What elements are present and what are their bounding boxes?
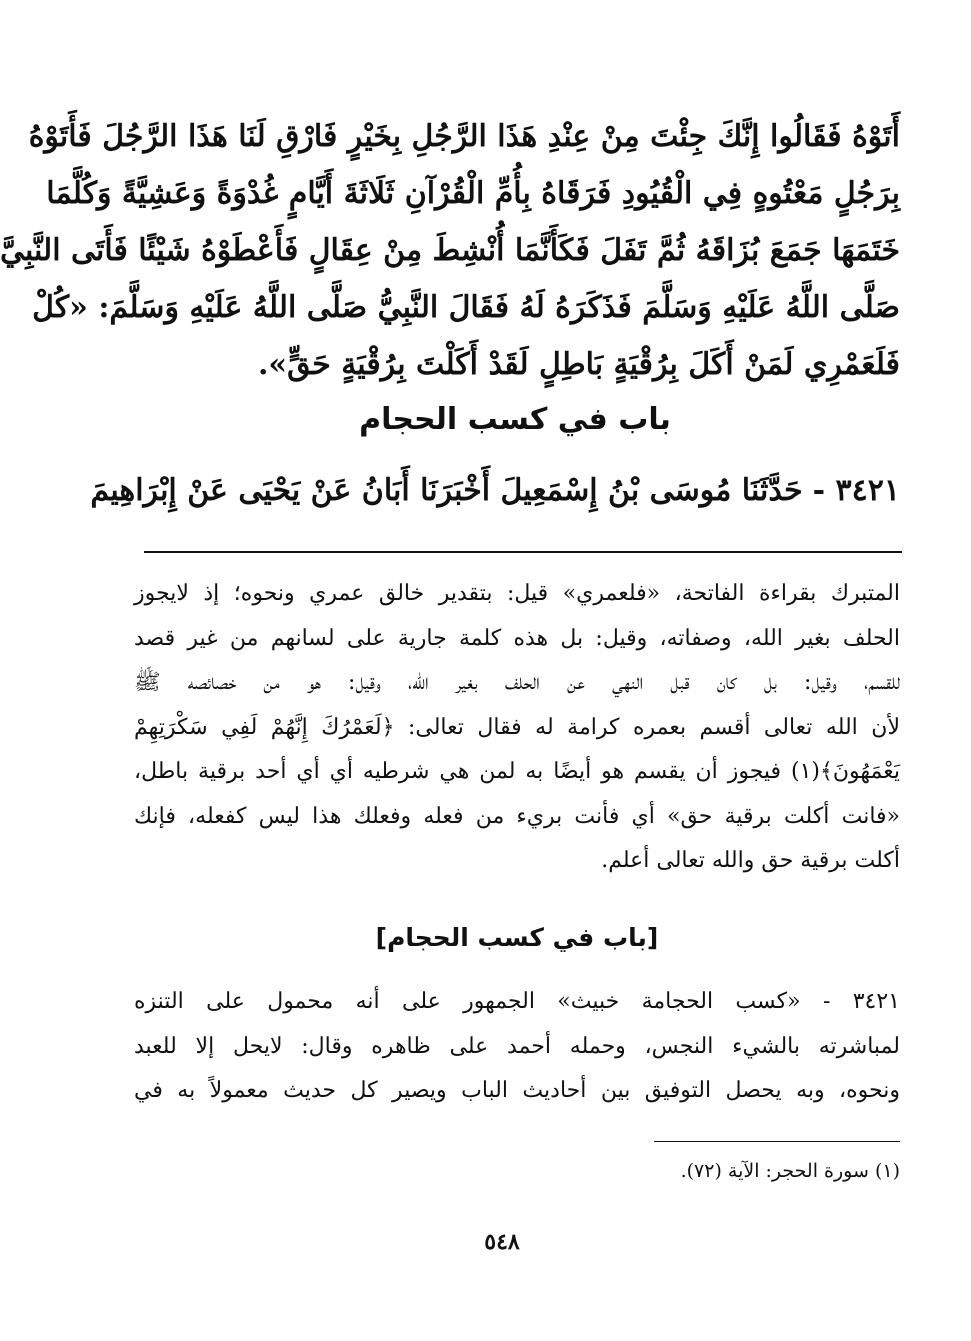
commentary-line: يَعْمَهُونَ﴾(١) فيجوز أن يقسم هو أيضًا به لمن هي شرطيه أي أي أحد برقية باطل،: [134, 759, 900, 784]
hadith-start-text: حَدَّثَنَا مُوسَى بْنُ إِسْمَعِيلَ أَخْبَرَنَا أَبَانُ عَنْ يَحْيَى عَنْ إِبْرَاهِيمَ: [90, 473, 803, 508]
hadith-line: خَتَمَهَا جَمَعَ بُزَاقَهُ ثُمَّ تَفَلَ فَكَأَنَّمَا أُنْشِطَ مِنْ عِقَالٍ فَأَعْطَوْهُ شَيْئًا فَأَتَى النَّبِيَّ: [0, 233, 900, 268]
hadith-line: فَلَعَمْرِي لَمَنْ أَكَلَ بِرُقْيَةٍ بَاطِلٍ لَقَدْ أَكَلْتَ بِرُقْيَةٍ حَقٍّ».: [257, 347, 900, 382]
footnote-divider: [654, 1141, 900, 1142]
commentary-line: المتبرك بقراءة الفاتحة، «فلعمري» قيل: بتقدير خالق عمري ونحوه؛ إذ لايجوز: [134, 581, 900, 606]
commentary-line: لمباشرته بالشيء النجس، وحمله أحمد على ظاهره وقال: لايحل إلا للعبد: [134, 1033, 900, 1059]
hadith-line: أَتَوْهُ فَقَالُوا إِنَّكَ جِئْتَ مِنْ عِنْدِ هَذَا الرَّجُلِ بِخَيْرٍ فَارْقِ لَنَا هَذَا الرَّجُلَ فَأَتَوْهُ: [28, 119, 900, 154]
commentary-chapter-title: [باب في كسب الحجام]: [375, 923, 659, 952]
commentary-line: لأن الله تعالى أقسم بعمره كرامة له فقال تعالى: ﴿لَعَمْرُكَ إِنَّهُمْ لَفِي سَكْرَتِهِمْ: [134, 714, 900, 740]
page-number: ٥٤٨: [484, 1229, 520, 1255]
hadith-line: بِرَجُلٍ مَعْتُوهٍ فِي الْقُيُودِ فَرَقَاهُ بِأُمِّ الْقُرْآنِ ثَلَاثَةَ أَيَّامٍ غُدْوَةً وَعَشِيَّةً وَكُلَّمَا: [46, 176, 900, 211]
commentary-line: ونحوه، وبه يحصل التوفيق بين أحاديث الباب ويصير كل حديث معمولاً به في: [134, 1078, 900, 1103]
commentary-line: «فانت أكلت برقية حق» أي فأنت بريء من فعله وفعلك هذا ليس كفعله، فإنك: [134, 803, 900, 829]
chapter-title: باب في كسب الحجام: [359, 402, 671, 437]
commentary-line: للقسم، وقيل: بل كان قبل النهي عن الحلف بغير الله، وقيل: هو من خصائصه ﷺ: [134, 670, 900, 695]
commentary-line: ٣٤٢١ - «كسب الحجامة خبيث» الجمهور على أنه محمول على التنزه: [134, 989, 900, 1014]
commentary-line: أكلت برقية حق والله تعالى أعلم.: [601, 848, 900, 873]
hadith-text-block: [0, 108, 900, 393]
commentary-block-2: [134, 980, 900, 1114]
commentary-divider: [144, 551, 902, 553]
hadith-number: ٣٤٢١ -: [812, 473, 900, 508]
hadith-start-line: [90, 466, 900, 516]
commentary-block: [134, 572, 900, 884]
hadith-line: صَلَّى اللَّهُ عَلَيْهِ وَسَلَّمَ فَذَكَرَهُ لَهُ فَقَالَ النَّبِيُّ صَلَّى اللَّهُ عَلَيْهِ وَسَلَّمَ: «كُلْ: [32, 290, 900, 325]
footnote: (١) سورة الحجر: الآية (٧٢).: [680, 1160, 900, 1182]
commentary-line: الحلف بغير الله، وصفاته، وقيل: بل هذه كلمة جارية على لسانهم من غير قصد: [134, 625, 900, 651]
